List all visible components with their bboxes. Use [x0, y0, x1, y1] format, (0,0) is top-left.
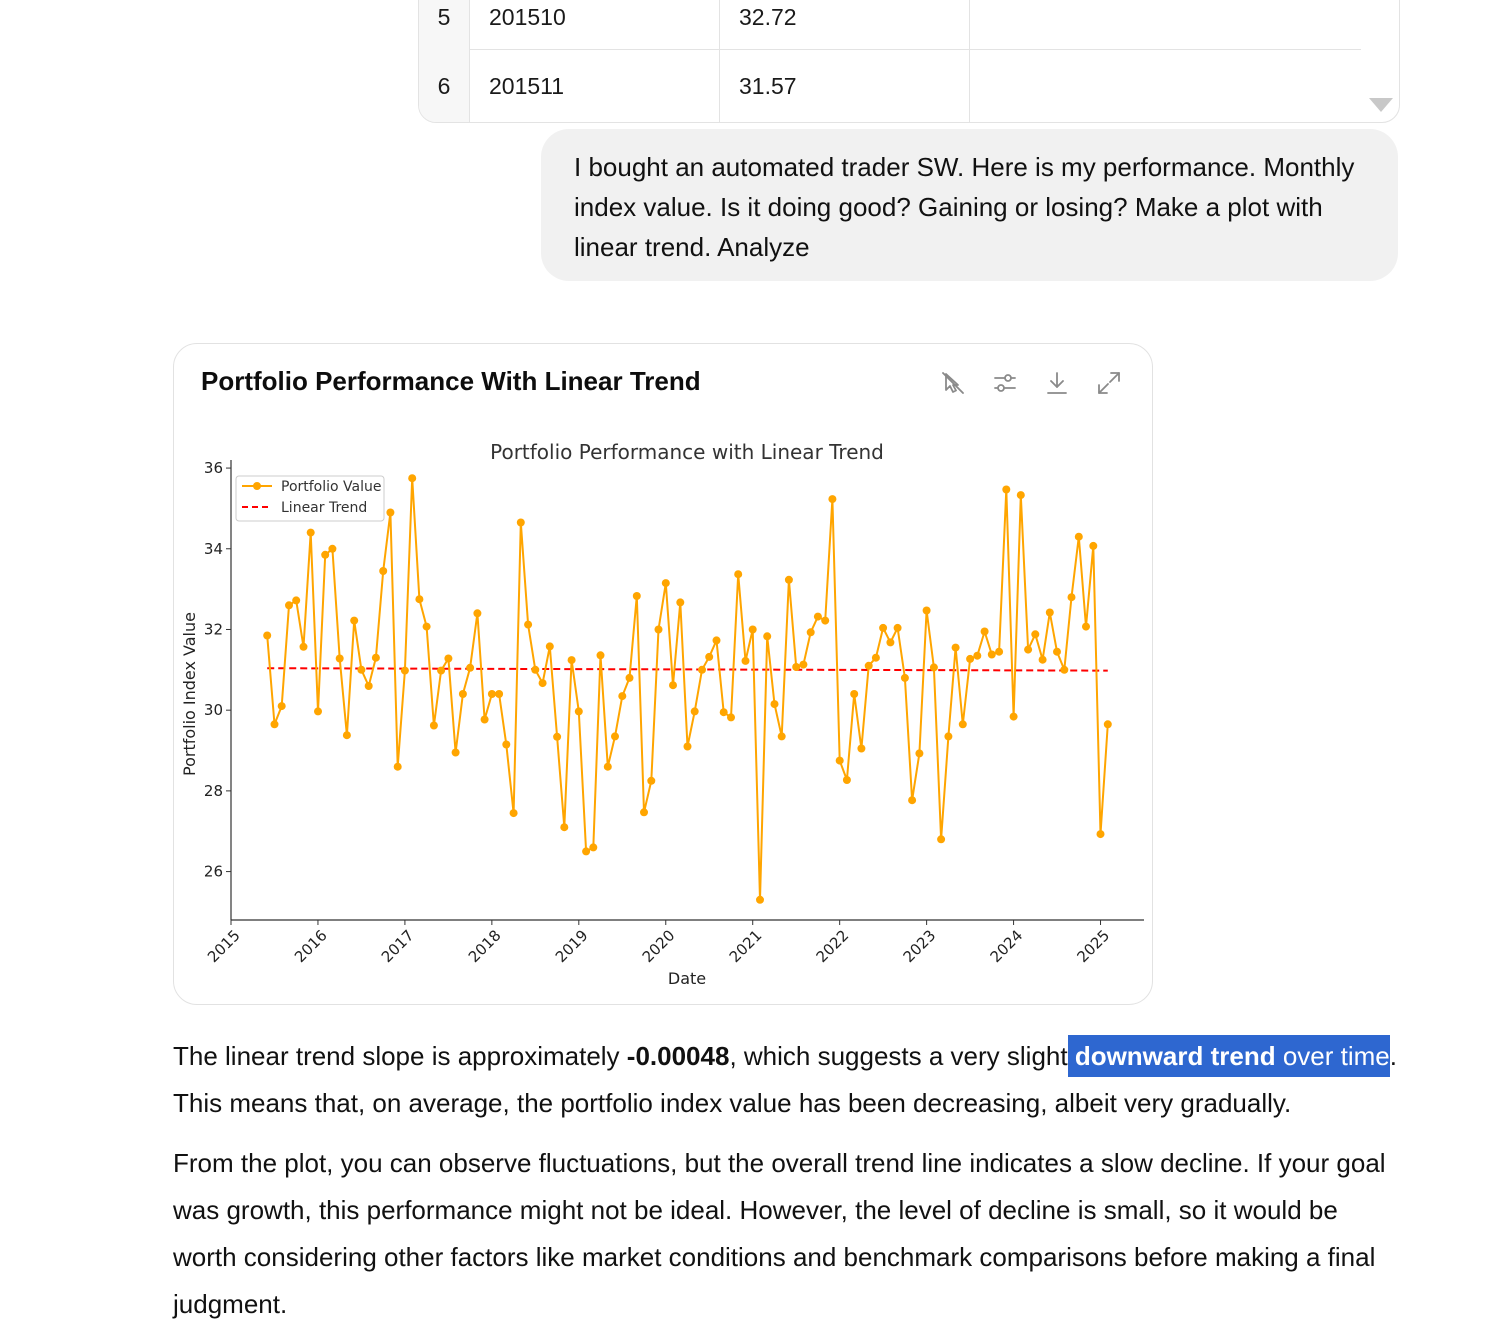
data-point: [300, 643, 308, 651]
data-point: [481, 716, 489, 724]
data-point: [908, 796, 916, 804]
chart-card: [173, 343, 1153, 1005]
data-table: [418, 0, 1400, 123]
data-point: [1002, 486, 1010, 494]
data-point: [981, 628, 989, 636]
y-tick-label: 36: [203, 459, 223, 478]
data-point: [785, 576, 793, 584]
portfolio-value-line: [267, 478, 1108, 900]
legend-label-portfolio: Portfolio Value: [281, 479, 382, 495]
data-point: [713, 636, 721, 644]
x-tick-label: 2023: [899, 926, 940, 967]
trend-layer: [267, 668, 1108, 670]
data-point: [285, 601, 293, 609]
data-point: [517, 519, 525, 527]
y-axis-label: Portfolio Index Value: [180, 612, 199, 776]
data-point: [1068, 593, 1076, 601]
y-tick-label: 34: [203, 539, 223, 558]
data-point: [539, 679, 547, 687]
data-point: [459, 690, 467, 698]
data-point: [886, 638, 894, 646]
data-point: [582, 847, 590, 855]
data-point: [1017, 491, 1025, 499]
selected-text-bold: downward trend: [1067, 1041, 1276, 1071]
data-point: [872, 654, 880, 662]
data-point: [531, 666, 539, 674]
user-message: I bought an automated trader SW. Here is my performance. Monthly index value. Is it doing good? Gaining or losing? Make a plot with linear trend. Analyze: [541, 129, 1398, 281]
data-point: [1097, 830, 1105, 838]
data-point: [633, 592, 641, 600]
data-point: [271, 720, 279, 728]
row-index: 5: [419, 0, 470, 53]
data-point: [473, 609, 481, 617]
value-cell: 32.72: [739, 4, 797, 30]
data-point: [807, 628, 815, 636]
interactive-off-button[interactable]: [936, 366, 970, 400]
expand-icon: [1095, 369, 1123, 397]
data-point: [756, 896, 764, 904]
data-point: [350, 617, 358, 625]
data-point: [879, 624, 887, 632]
data-point: [278, 702, 286, 710]
x-tick-label: 2017: [377, 926, 418, 967]
data-point: [923, 607, 931, 615]
data-point: [365, 682, 373, 690]
data-point: [1031, 630, 1039, 638]
data-point: [321, 551, 329, 559]
settings-sliders-icon: [991, 369, 1019, 397]
chart-title: Portfolio Performance with Linear Trend: [490, 440, 884, 464]
interactive-off-icon: [939, 369, 967, 397]
data-point: [437, 667, 445, 675]
x-tick-label: 2020: [638, 926, 679, 967]
data-point: [1089, 542, 1097, 550]
answer-text: The linear trend slope is approximately: [173, 1041, 627, 1071]
data-point: [1039, 656, 1047, 664]
data-point: [560, 823, 568, 831]
row-index: 6: [419, 50, 470, 122]
data-point: [336, 655, 344, 663]
data-point: [444, 655, 452, 663]
data-point: [857, 745, 865, 753]
date-cell: 201511: [489, 73, 565, 99]
data-point: [640, 808, 648, 816]
data-point: [263, 632, 271, 640]
x-tick-label: 2018: [464, 926, 505, 967]
slope-value: -0.00048: [626, 1041, 730, 1071]
chart-legend: [236, 476, 384, 521]
x-axis-label: Date: [667, 969, 707, 988]
data-point: [850, 690, 858, 698]
x-tick-label: 2015: [203, 926, 244, 967]
data-point: [488, 690, 496, 698]
data-point: [401, 667, 409, 675]
y-tick-label: 30: [203, 701, 223, 720]
table-row: [419, 0, 1399, 53]
table-row: [419, 50, 1399, 122]
data-point: [698, 666, 706, 674]
data-point: [799, 661, 807, 669]
data-point: [828, 495, 836, 503]
data-point: [742, 657, 750, 665]
data-point: [589, 843, 597, 851]
data-point: [423, 623, 431, 631]
data-point: [647, 777, 655, 785]
data-point: [778, 732, 786, 740]
x-tick-label: 2024: [986, 926, 1027, 967]
data-point: [386, 509, 394, 517]
data-point: [568, 656, 576, 664]
data-point: [763, 632, 771, 640]
data-point: [836, 757, 844, 765]
x-tick-label: 2022: [812, 926, 853, 967]
data-point: [995, 648, 1003, 656]
data-point: [343, 731, 351, 739]
value-cell: 31.57: [739, 73, 797, 99]
data-point: [720, 708, 728, 716]
data-point: [1046, 609, 1054, 617]
data-point: [669, 681, 677, 689]
data-point: [1082, 623, 1090, 631]
data-point: [553, 733, 561, 741]
scroll-down-arrow-icon[interactable]: [1369, 98, 1393, 112]
data-point: [1075, 533, 1083, 541]
data-point: [684, 743, 692, 751]
data-point: [662, 579, 670, 587]
data-point: [959, 720, 967, 728]
x-tick-label: 2019: [551, 926, 592, 967]
data-point: [524, 621, 532, 629]
data-point: [821, 617, 829, 625]
data-point: [894, 624, 902, 632]
legend-label-trend: Linear Trend: [281, 500, 368, 516]
selected-text-plain: over time: [1275, 1041, 1390, 1071]
data-point: [691, 707, 699, 715]
data-point: [546, 642, 554, 650]
y-tick-label: 32: [203, 620, 223, 639]
data-point: [988, 651, 996, 659]
trend-line: [267, 668, 1108, 670]
data-point: [937, 835, 945, 843]
data-point: [495, 690, 503, 698]
data-point: [314, 707, 322, 715]
data-point: [792, 663, 800, 671]
data-point: [618, 692, 626, 700]
data-point: [466, 664, 474, 672]
chart-settings-button[interactable]: [988, 366, 1022, 400]
data-point: [379, 567, 387, 575]
answer-text: . This means that, on average, the portfolio index value has been decreasing, albeit very gradually.: [173, 1041, 1397, 1118]
x-tick-label: 2016: [290, 926, 331, 967]
data-point: [901, 674, 909, 682]
line-chart: [174, 430, 1152, 1000]
data-point: [655, 626, 663, 634]
data-point: [843, 776, 851, 784]
data-point: [292, 596, 300, 604]
data-point: [1060, 666, 1068, 674]
data-point: [626, 674, 634, 682]
chart-toolbar: [936, 366, 1126, 400]
data-point: [865, 662, 873, 670]
data-point: [749, 626, 757, 634]
expand-button[interactable]: [1092, 366, 1126, 400]
x-tick-label: 2025: [1073, 926, 1114, 967]
data-point: [1010, 713, 1018, 721]
data-point: [394, 763, 402, 771]
data-point: [705, 653, 713, 661]
data-point: [502, 741, 510, 749]
data-point: [328, 545, 336, 553]
data-point: [430, 722, 438, 730]
x-tick-label: 2021: [725, 926, 766, 967]
data-point: [357, 666, 365, 674]
data-point: [408, 474, 416, 482]
data-point: [611, 732, 619, 740]
data-point: [1024, 646, 1032, 654]
data-point: [452, 749, 460, 757]
date-cell: 201510: [489, 4, 566, 30]
data-point: [814, 613, 822, 621]
data-point: [973, 652, 981, 660]
series-layer: [263, 474, 1112, 904]
data-point: [597, 651, 605, 659]
data-point: [1104, 720, 1112, 728]
download-icon: [1043, 369, 1071, 397]
y-tick-label: 28: [203, 781, 223, 800]
data-point: [676, 598, 684, 606]
selected-text: [1068, 1035, 1390, 1077]
data-point: [930, 663, 938, 671]
data-point: [415, 595, 423, 603]
data-point: [771, 700, 779, 708]
data-point: [510, 809, 518, 817]
chart-card-title: Portfolio Performance With Linear Trend: [201, 366, 701, 396]
data-point: [727, 713, 735, 721]
data-point: [1053, 648, 1061, 656]
data-point: [575, 707, 583, 715]
data-point: [944, 732, 952, 740]
y-tick-label: 26: [203, 862, 223, 881]
answer-paragraph-1: [173, 1033, 1398, 1127]
answer-text: , which suggests a very slight: [729, 1041, 1068, 1071]
data-point: [966, 655, 974, 663]
data-point: [915, 749, 923, 757]
data-point: [952, 644, 960, 652]
data-point: [307, 529, 315, 537]
data-point: [372, 654, 380, 662]
answer-paragraph-2: From the plot, you can observe fluctuations, but the overall trend line indicates a slow decline. If your goal was growth, this performance might not be ideal. However, the level of decline is small, so it would be worth considering other factors like market conditions and benchmark comparisons before making a final judgment.: [173, 1148, 1386, 1319]
legend-marker-portfolio: [253, 482, 261, 490]
data-point: [604, 763, 612, 771]
download-button[interactable]: [1040, 366, 1074, 400]
data-point: [734, 570, 742, 578]
